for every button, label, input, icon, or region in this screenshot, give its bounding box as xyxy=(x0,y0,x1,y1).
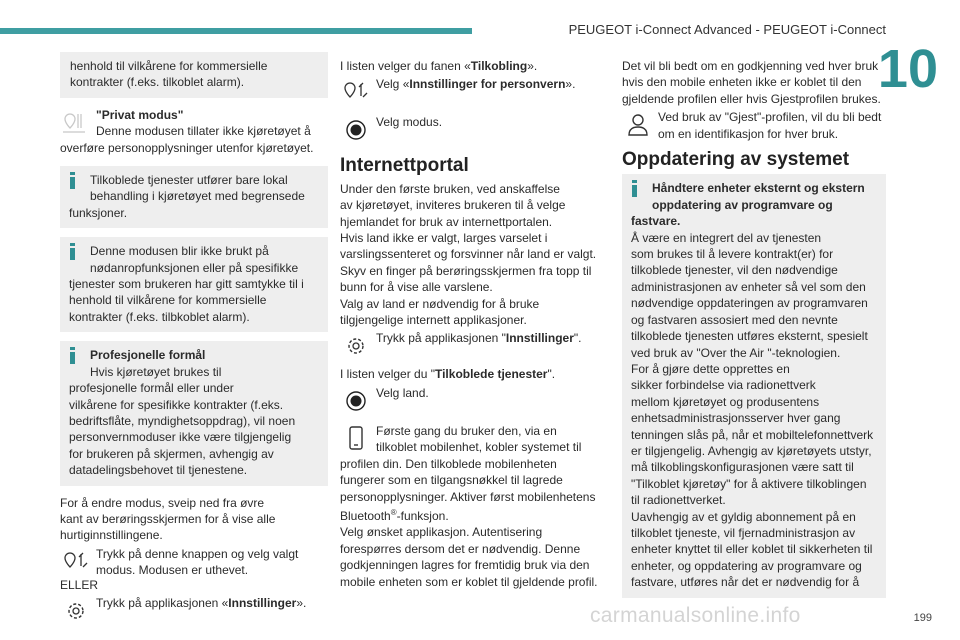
text-line: nødanropfunksjonen eller på spesifikke xyxy=(90,260,299,275)
column-3 xyxy=(622,58,886,607)
step-row xyxy=(622,109,886,142)
chapter-number: 10 xyxy=(877,39,938,99)
running-header: PEUGEOT i-Connect Advanced - PEUGEOT i-Connect xyxy=(568,22,886,37)
info-icon xyxy=(69,172,76,188)
text-line: tilgjengelige internett applikasjoner. xyxy=(340,313,527,328)
text-line: Uavhengig av et gyldig abonnement på en xyxy=(631,509,856,524)
text-line: nødvendige oppdateringen av programvaren xyxy=(631,296,868,311)
text-part: Velg « xyxy=(376,77,410,92)
text-line xyxy=(340,505,602,524)
text-line: Denne modusen tillater ikke kjøretøyet å xyxy=(96,124,311,139)
text-line: mellom kjøretøyet og produsentens xyxy=(631,394,820,409)
text-line: tenningen slås på, når et mobiltelefonnettverk xyxy=(631,427,874,442)
text-line: for brukeren på skjermen, avhengig av xyxy=(69,446,274,461)
text-line: Ved bruk av "Gjest"-profilen, vil du bli bedt xyxy=(658,110,882,125)
info-note-3 xyxy=(60,341,328,485)
text-line: kontrakter (f.eks. tilkoblet alarm). xyxy=(70,75,245,90)
text-part: ». xyxy=(565,77,576,92)
info-icon xyxy=(69,243,76,259)
step-row xyxy=(340,114,602,146)
text-line: tjenester som brukeren har gitt samtykke til i xyxy=(69,277,304,292)
text-line: hjemlandet for bruk av internettportalen. xyxy=(340,214,553,229)
text-line: vilkårene for spesifikke kontrakter (f.eks. xyxy=(69,397,284,412)
text-part: Bluetooth xyxy=(340,508,391,523)
text-line: enheter knyttet til eller koblet til sikkerheten til xyxy=(631,542,873,557)
text-line xyxy=(340,58,602,74)
text-line: tilkoblede tjenesten utføres eksternt, spesielt xyxy=(631,329,868,344)
text-line: gjeldende profilen eller hvis Gjestprofilen brukes. xyxy=(622,91,881,106)
text-line: Å være en integrert del av tjenesten xyxy=(631,230,822,245)
step-row xyxy=(340,76,602,108)
text-line: og fastvaren assosiert med den nevnte xyxy=(631,312,838,327)
app-name: Innstillinger xyxy=(228,595,297,610)
app-name: Innstillinger xyxy=(505,331,574,346)
text-line: mobile enheten som er koblet til gjeldende profil. xyxy=(340,574,598,589)
column-2 xyxy=(340,58,602,592)
text-line: bedriftsflåte, myndighetsoppdrag), vil noen xyxy=(69,413,296,428)
text-part: ". xyxy=(573,331,582,346)
text-part: I listen velger du " xyxy=(340,367,435,382)
text-line: Første gang du bruker den, via en xyxy=(376,423,557,438)
text-line: fungerer som en tilgangsnøkkel til lagrede xyxy=(340,473,563,488)
gear-icon xyxy=(340,330,372,362)
text-line: Velg modus. xyxy=(376,115,443,130)
text-line: av kjøretøyet, inviteres brukeren til å velge xyxy=(340,198,566,213)
text-line: må tilkoblingskonfigurasjonen være satt til xyxy=(631,460,854,475)
text-line: Skyv en finger på berøringsskjermen fra topp til xyxy=(340,263,592,278)
text-line: "Tilkoblet kjøretøy" for å aktivere tilkoblingen xyxy=(631,476,867,491)
text-line: bunn for å vise alle varslene. xyxy=(340,280,493,295)
text-line: fastvare, utføres når det er nødvendig for å xyxy=(631,575,860,590)
paragraph xyxy=(340,456,602,590)
text-line: personvernmoduser ikke være tilgjengelig xyxy=(69,430,292,445)
radio-select-icon xyxy=(340,385,372,417)
text-line: ved bruk av "Over the Air "-teknologien. xyxy=(631,345,841,360)
info-note-1 xyxy=(60,166,328,228)
note-title: fastvare. xyxy=(631,214,681,229)
step-row xyxy=(60,595,328,627)
text-line: For å gjøre dette opprettes en xyxy=(631,361,790,376)
page-number: 199 xyxy=(913,612,932,624)
text-line: Velg ønsket applikasjon. Autentisering xyxy=(340,525,543,540)
location-settings-icon xyxy=(60,546,92,578)
text-line: modus. Modusen er uthevet. xyxy=(96,563,249,578)
text-line: til radionettverket. xyxy=(631,493,726,508)
text-line: hurtiginnstillingene. xyxy=(60,528,163,543)
location-settings-icon xyxy=(340,76,372,108)
text-line: kontrakter (f.eks. tilbkoblet alarm). xyxy=(69,309,250,324)
text-line: funksjoner. xyxy=(69,205,128,220)
text-line: Velg land. xyxy=(376,385,429,400)
eller-label: ELLER xyxy=(60,577,99,592)
text-line: tilkoblede tjenester, vil den nødvendige xyxy=(631,263,838,278)
paragraph xyxy=(622,58,886,107)
menu-name: Tilkoblede tjenester xyxy=(434,367,548,382)
smartphone-icon xyxy=(340,423,372,455)
text-part: ». xyxy=(527,59,538,73)
privat-mode-title: "Privat modus" xyxy=(96,107,184,122)
text-line xyxy=(340,366,602,382)
paragraph xyxy=(340,181,602,329)
text-part: -funksjon. xyxy=(396,508,449,523)
text-line: overføre personopplysninger utenfor kjøretøyet. xyxy=(60,140,314,155)
privat-mode-row xyxy=(60,107,328,140)
section-heading-oppdatering: Oppdatering av systemet xyxy=(622,149,850,171)
radio-select-icon xyxy=(340,114,372,146)
step-row xyxy=(340,423,602,456)
menu-name: Innstillinger for personvern xyxy=(409,77,566,92)
text-part: Trykk på applikasjonen « xyxy=(96,595,229,610)
text-line: profilen din. Den tilkoblede mobilenheten xyxy=(340,456,557,471)
text-line: Valg av land er nødvendig for å bruke xyxy=(340,296,540,311)
section-heading-internettportal: Internettportal xyxy=(340,155,469,177)
watermark: carmanualsonline.info xyxy=(590,604,801,627)
note-box-continued xyxy=(60,52,328,98)
text-line: henhold til vilkårene for kommersielle xyxy=(69,293,267,308)
registered-mark: ® xyxy=(390,507,397,517)
note-title: Håndtere enheter eksternt og ekstern xyxy=(652,181,865,196)
text-line: Hvis kjøretøyet brukes til xyxy=(90,364,222,379)
step-row xyxy=(340,385,602,417)
note-title: oppdatering av programvare og xyxy=(652,197,833,212)
info-icon xyxy=(631,180,638,196)
guest-profile-icon xyxy=(622,109,654,141)
paragraph xyxy=(60,495,328,544)
text-line: er tilgjengelig. Avhengig av kjøretøyets utstyr, xyxy=(631,443,872,458)
text-line: Denne modusen blir ikke brukt på xyxy=(90,244,269,259)
text-line: henhold til vilkårene for kommersielle xyxy=(70,59,268,73)
text-line: forespørres dersom det er nødvendig. Denne xyxy=(340,541,581,556)
step-row xyxy=(60,546,328,579)
text-line: personopplysninger. Aktiver først mobilenhetens xyxy=(340,489,596,504)
info-note-update xyxy=(622,174,886,597)
text-line: varslingssenteret og forsvinner når land er valgt. xyxy=(340,247,597,262)
text-line: Trykk på denne knappen og velg valgt xyxy=(96,546,299,561)
text-part: ". xyxy=(547,367,556,382)
text-line: om en identifikasjon for hver bruk. xyxy=(658,126,839,141)
text-line: profesjonelle formål eller under xyxy=(69,381,234,396)
text-line: Tilkoblede tjenester utfører bare lokal xyxy=(90,173,288,188)
text-line: enheter, og oppdatering av programvare og xyxy=(631,558,862,573)
header-accent-bar xyxy=(0,28,472,34)
text-line: godkjenningen lagres for fremtidig bruk via den xyxy=(340,558,590,573)
text-line: Hvis land ikke er valgt, larges varselet i xyxy=(340,231,548,246)
text-line: som brukes til å levere kontrakt(er) for xyxy=(631,247,834,262)
text-line: tilkoblet tjeneste, vil fjernadministrasjon av xyxy=(631,525,856,540)
text-line: enhetsadministrasjonsserver hver gang xyxy=(631,411,841,426)
text-line: tilkoblet mobilenhet, kobler systemet til xyxy=(376,440,582,455)
location-off-icon xyxy=(60,107,92,139)
text-line: datadelingsbehovet til tjenestene. xyxy=(69,463,248,478)
text-part: ». xyxy=(296,595,307,610)
text-part: Trykk på applikasjonen " xyxy=(376,331,506,346)
text-line: For å endre modus, sveip ned fra øvre xyxy=(60,495,265,510)
text-line: hvis den mobile enheten ikke er koblet til den xyxy=(622,75,862,90)
text-line: administrasjonen av enheter så vel som den xyxy=(631,279,866,294)
text-line: Det vil bli bedt om en godkjenning ved hver bruk xyxy=(622,59,879,73)
tab-name: Tilkobling xyxy=(470,59,528,73)
info-note-2 xyxy=(60,237,328,332)
column-1 xyxy=(60,52,328,631)
text-line: kant av berøringsskjermen for å vise alle xyxy=(60,511,276,526)
text-part: I listen velger du fanen « xyxy=(340,59,471,73)
gear-icon xyxy=(60,595,92,627)
step-row xyxy=(340,330,602,362)
text-line: Under den første bruken, ved anskaffelse xyxy=(340,181,560,196)
note-title: Profesjonelle formål xyxy=(90,348,206,363)
text-line: sikker forbindelse via radionettverk xyxy=(631,378,816,393)
info-icon xyxy=(69,347,76,363)
text-line: behandling i kjøretøyet med begrensede xyxy=(90,189,305,204)
